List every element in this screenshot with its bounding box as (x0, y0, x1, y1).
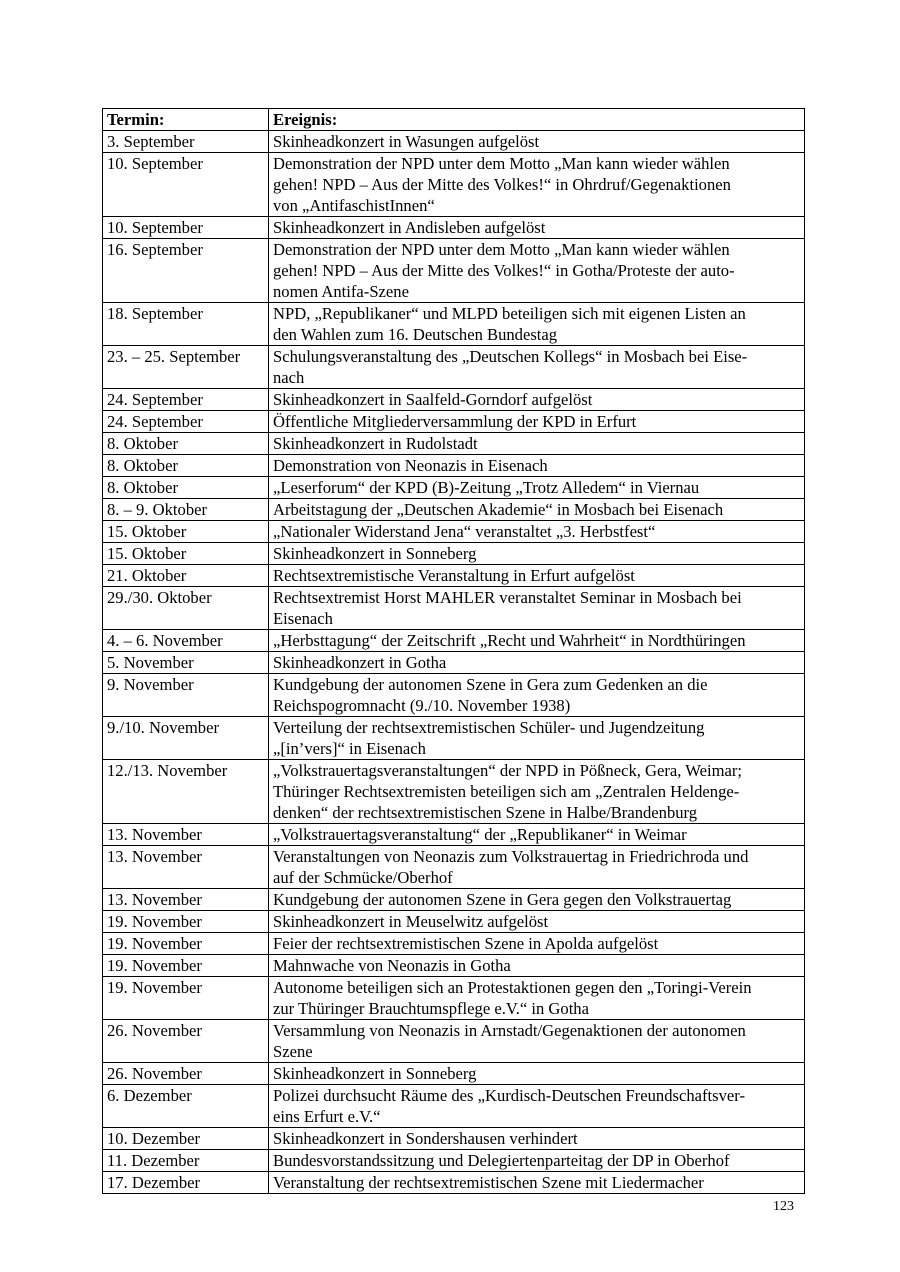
termin-cell: 12./13. November (103, 760, 269, 824)
ereignis-cell (269, 239, 805, 303)
termin-cell: 8. Oktober (103, 455, 269, 477)
page-number: 123 (773, 1199, 794, 1214)
termin-cell: 6. Dezember (103, 1085, 269, 1128)
table-row (103, 411, 805, 433)
ereignis-cell (269, 303, 805, 346)
table-row (103, 1172, 805, 1194)
ereignis-line: Verteilung der rechtsextremistischen Schüler- und Jugendzeitung (273, 718, 705, 737)
ereignis-line: NPD, „Republikaner“ und MLPD beteiligen sich mit eigenen Listen an (273, 304, 746, 323)
ereignis-cell (269, 389, 805, 411)
ereignis-cell (269, 477, 805, 499)
ereignis-line: Veranstaltung der rechtsextremistischen Szene mit Liedermacher (273, 1173, 704, 1192)
ereignis-line: „Volkstrauertagsveranstaltungen“ der NPD in Pößneck, Gera, Weimar; (273, 761, 742, 780)
termin-cell: 5. November (103, 652, 269, 674)
termin-cell: 8. Oktober (103, 477, 269, 499)
termin-cell: 4. – 6. November (103, 630, 269, 652)
table-row (103, 1150, 805, 1172)
termin-cell: 13. November (103, 846, 269, 889)
table-row (103, 1128, 805, 1150)
termin-cell: 10. September (103, 217, 269, 239)
ereignis-line: Skinheadkonzert in Rudolstadt (273, 434, 478, 453)
ereignis-cell (269, 674, 805, 717)
ereignis-cell (269, 346, 805, 389)
table-row (103, 499, 805, 521)
table-row (103, 587, 805, 630)
table-row (103, 346, 805, 389)
ereignis-line: Mahnwache von Neonazis in Gotha (273, 956, 511, 975)
ereignis-cell (269, 1172, 805, 1194)
table-body (103, 131, 805, 1194)
termin-cell: 17. Dezember (103, 1172, 269, 1194)
ereignis-line: Veranstaltungen von Neonazis zum Volkstrauertag in Friedrichroda und (273, 847, 749, 866)
termin-cell: 13. November (103, 824, 269, 846)
ereignis-line: Autonome beteiligen sich an Protestaktionen gegen den „Toringi-Verein (273, 978, 752, 997)
table-row (103, 1085, 805, 1128)
table-row (103, 217, 805, 239)
table-row (103, 477, 805, 499)
ereignis-cell (269, 933, 805, 955)
ereignis-line: Skinheadkonzert in Meuselwitz aufgelöst (273, 912, 549, 931)
ereignis-line: nach (273, 368, 305, 387)
ereignis-cell (269, 587, 805, 630)
ereignis-line: Polizei durchsucht Räume des „Kurdisch-Deutschen Freundschaftsver- (273, 1086, 745, 1105)
termin-cell: 10. September (103, 153, 269, 217)
table-row (103, 455, 805, 477)
ereignis-line: von „AntifaschistInnen“ (273, 196, 435, 215)
ereignis-line: Skinheadkonzert in Sonneberg (273, 1064, 477, 1083)
table-header-row (103, 109, 805, 131)
termin-cell: 18. September (103, 303, 269, 346)
termin-cell: 21. Oktober (103, 565, 269, 587)
termin-cell: 24. September (103, 389, 269, 411)
ereignis-line: Rechtsextremistische Veranstaltung in Erfurt aufgelöst (273, 566, 635, 585)
ereignis-cell (269, 499, 805, 521)
table-row (103, 303, 805, 346)
termin-cell: 24. September (103, 411, 269, 433)
termin-cell: 29./30. Oktober (103, 587, 269, 630)
ereignis-line: „Volkstrauertagsveranstaltung“ der „Republikaner“ in Weimar (273, 825, 687, 844)
ereignis-cell (269, 760, 805, 824)
ereignis-line: Versammlung von Neonazis in Arnstadt/Gegenaktionen der autonomen (273, 1021, 746, 1040)
ereignis-cell (269, 131, 805, 153)
termin-cell: 23. – 25. September (103, 346, 269, 389)
ereignis-line: Eisenach (273, 609, 333, 628)
termin-cell: 19. November (103, 911, 269, 933)
table-row (103, 846, 805, 889)
ereignis-line: Skinheadkonzert in Sondershausen verhindert (273, 1129, 578, 1148)
ereignis-line: „Herbsttagung“ der Zeitschrift „Recht und Wahrheit“ in Nordthüringen (273, 631, 746, 650)
termin-cell: 19. November (103, 977, 269, 1020)
table-row (103, 1020, 805, 1063)
table-row (103, 889, 805, 911)
table-row (103, 131, 805, 153)
termin-cell: 19. November (103, 955, 269, 977)
ereignis-line: Schulungsveranstaltung des „Deutschen Kollegs“ in Mosbach bei Eise- (273, 347, 748, 366)
table-row (103, 824, 805, 846)
termin-cell: 15. Oktober (103, 543, 269, 565)
termin-cell: 8. – 9. Oktober (103, 499, 269, 521)
ereignis-line: Skinheadkonzert in Saalfeld-Gorndorf aufgelöst (273, 390, 593, 409)
ereignis-line: Skinheadkonzert in Wasungen aufgelöst (273, 132, 540, 151)
ereignis-line: den Wahlen zum 16. Deutschen Bundestag (273, 325, 558, 344)
ereignis-cell (269, 630, 805, 652)
table-row (103, 760, 805, 824)
termin-cell: 16. September (103, 239, 269, 303)
ereignis-cell (269, 217, 805, 239)
ereignis-line: Thüringer Rechtsextremisten beteiligen sich am „Zentralen Heldenge- (273, 782, 740, 801)
termin-cell: 13. November (103, 889, 269, 911)
table-row (103, 543, 805, 565)
ereignis-cell (269, 543, 805, 565)
table-row (103, 717, 805, 760)
ereignis-line: Demonstration von Neonazis in Eisenach (273, 456, 548, 475)
table-row (103, 239, 805, 303)
ereignis-line: Skinheadkonzert in Gotha (273, 653, 447, 672)
ereignis-cell (269, 1128, 805, 1150)
table-row (103, 911, 805, 933)
ereignis-cell (269, 977, 805, 1020)
ereignis-cell (269, 433, 805, 455)
ereignis-line: Öffentliche Mitgliederversammlung der KPD in Erfurt (273, 412, 637, 431)
table-row (103, 389, 805, 411)
table-row (103, 153, 805, 217)
ereignis-line: „Leserforum“ der KPD (B)-Zeitung „Trotz Alledem“ in Viernau (273, 478, 700, 497)
ereignis-line: „[in’vers]“ in Eisenach (273, 739, 426, 758)
ereignis-line: Arbeitstagung der „Deutschen Akademie“ in Mosbach bei Eisenach (273, 500, 724, 519)
events-table (102, 108, 805, 1194)
ereignis-line: Demonstration der NPD unter dem Motto „Man kann wieder wählen (273, 240, 730, 259)
termin-cell: 10. Dezember (103, 1128, 269, 1150)
ereignis-line: Bundesvorstandssitzung und Delegiertenparteitag der DP in Oberhof (273, 1151, 730, 1170)
ereignis-cell (269, 955, 805, 977)
termin-cell: 3. September (103, 131, 269, 153)
ereignis-line: gehen! NPD – Aus der Mitte des Volkes!“ in Gotha/Proteste der auto- (273, 261, 735, 280)
ereignis-line: Skinheadkonzert in Andisleben aufgelöst (273, 218, 546, 237)
ereignis-cell (269, 846, 805, 889)
ereignis-cell (269, 1085, 805, 1128)
table-row (103, 955, 805, 977)
termin-cell: 19. November (103, 933, 269, 955)
termin-cell: 26. November (103, 1063, 269, 1085)
table-row (103, 565, 805, 587)
ereignis-line: nomen Antifa-Szene (273, 282, 409, 301)
ereignis-cell (269, 911, 805, 933)
ereignis-cell (269, 1150, 805, 1172)
termin-cell: 11. Dezember (103, 1150, 269, 1172)
ereignis-cell (269, 1063, 805, 1085)
ereignis-cell (269, 824, 805, 846)
ereignis-line: Kundgebung der autonomen Szene in Gera zum Gedenken an die (273, 675, 708, 694)
termin-cell: 15. Oktober (103, 521, 269, 543)
table-row (103, 1063, 805, 1085)
ereignis-cell (269, 1020, 805, 1063)
ereignis-line: gehen! NPD – Aus der Mitte des Volkes!“ in Ohrdruf/Gegenaktionen (273, 175, 731, 194)
table-row (103, 433, 805, 455)
table-row (103, 977, 805, 1020)
ereignis-line: Feier der rechtsextremistischen Szene in Apolda aufgelöst (273, 934, 659, 953)
table-row (103, 674, 805, 717)
header-ereignis: Ereignis: (269, 109, 805, 131)
ereignis-line: Reichspogromnacht (9./10. November 1938) (273, 696, 571, 715)
table-row (103, 521, 805, 543)
termin-cell: 9. November (103, 674, 269, 717)
ereignis-line: eins Erfurt e.V.“ (273, 1107, 381, 1126)
ereignis-line: „Nationaler Widerstand Jena“ veranstaltet „3. Herbstfest“ (273, 522, 656, 541)
ereignis-cell (269, 652, 805, 674)
ereignis-cell (269, 455, 805, 477)
ereignis-line: Skinheadkonzert in Sonneberg (273, 544, 477, 563)
ereignis-cell (269, 411, 805, 433)
table-row (103, 652, 805, 674)
ereignis-line: denken“ der rechtsextremistischen Szene in Halbe/Brandenburg (273, 803, 698, 822)
termin-cell: 9./10. November (103, 717, 269, 760)
termin-cell: 8. Oktober (103, 433, 269, 455)
header-termin: Termin: (103, 109, 269, 131)
ereignis-cell (269, 717, 805, 760)
termin-cell: 26. November (103, 1020, 269, 1063)
ereignis-line: Kundgebung der autonomen Szene in Gera gegen den Volkstrauertag (273, 890, 732, 909)
table-row (103, 630, 805, 652)
ereignis-line: Demonstration der NPD unter dem Motto „Man kann wieder wählen (273, 154, 730, 173)
ereignis-cell (269, 153, 805, 217)
ereignis-line: zur Thüringer Brauchtumspflege e.V.“ in Gotha (273, 999, 589, 1018)
ereignis-cell (269, 565, 805, 587)
ereignis-cell (269, 889, 805, 911)
ereignis-cell (269, 521, 805, 543)
ereignis-line: auf der Schmücke/Oberhof (273, 868, 453, 887)
table-row (103, 933, 805, 955)
ereignis-line: Rechtsextremist Horst MAHLER veranstaltet Seminar in Mosbach bei (273, 588, 742, 607)
ereignis-line: Szene (273, 1042, 313, 1061)
